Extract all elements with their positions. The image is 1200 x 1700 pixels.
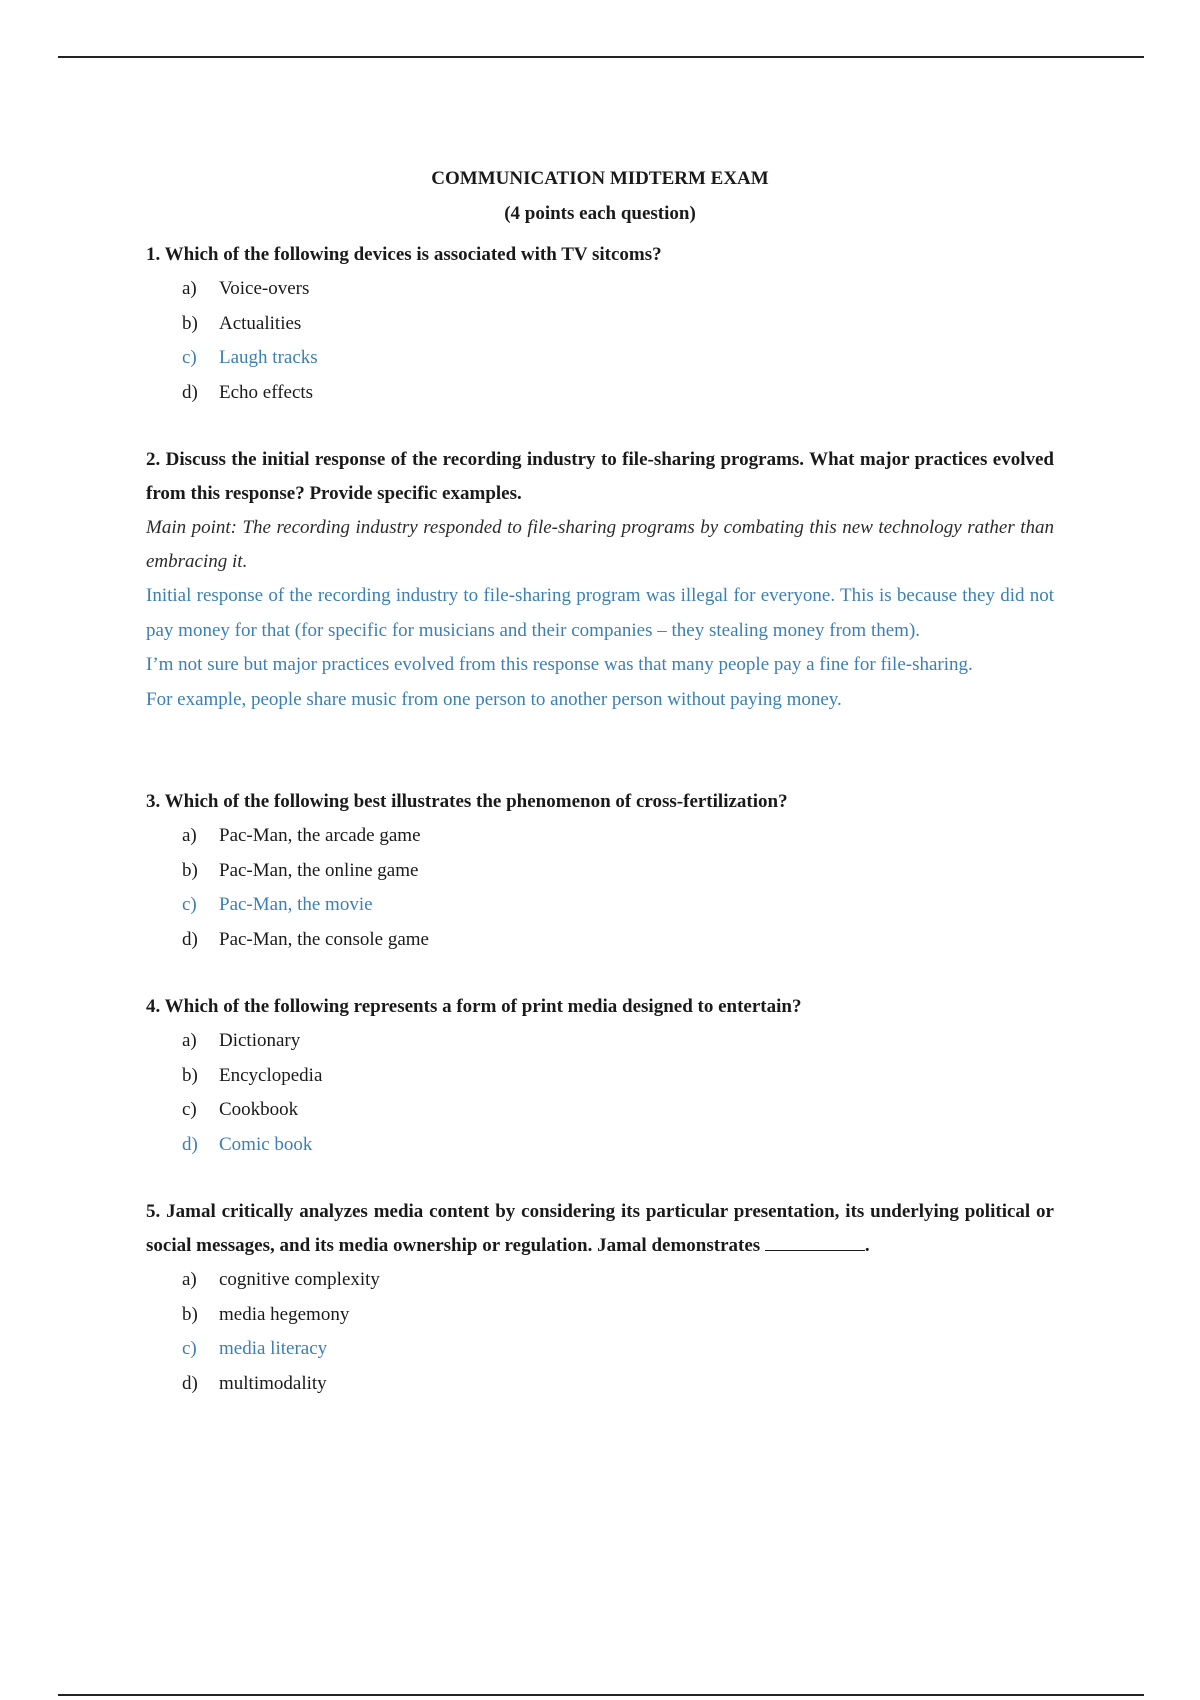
exam-subtitle: (4 points each question) — [504, 203, 696, 224]
question-5-end: . — [864, 1235, 870, 1256]
option-letter: b) — [182, 1064, 198, 1086]
question-2: 2. Discuss the initial response of the recording industry to file-sharing programs. What major practices evolved from this response? Provide specific examples. — [146, 449, 1054, 504]
option-text: Echo effects — [219, 381, 314, 403]
answer-blank — [765, 1236, 865, 1251]
option-text: Voice-overs — [219, 278, 310, 299]
question-2-answer-line-3: For example, people share music from one person to another person without paying money. — [146, 688, 842, 710]
option-letter: c) — [182, 1338, 197, 1359]
question-5 — [146, 1195, 1054, 1263]
q3-option-c-correct — [146, 888, 1054, 923]
question-2-main-point: Main point: The recording industry responded to file-sharing programs by combating this new technology rather than embracing it. — [146, 517, 1054, 572]
q4-option-a — [146, 1024, 1054, 1059]
question-4-options — [146, 1024, 1054, 1162]
q5-option-c-correct — [146, 1332, 1054, 1367]
q5-option-d — [146, 1367, 1054, 1402]
option-letter: a) — [182, 278, 197, 299]
spacer — [146, 410, 1054, 443]
question-4: 4. Which of the following represents a form of print media designed to entertain? — [146, 996, 802, 1017]
option-text: Pac-Man, the console game — [219, 928, 429, 950]
exam-title: COMMUNICATION MIDTERM EXAM — [431, 168, 769, 189]
option-letter: b) — [182, 859, 198, 881]
option-text: Laugh tracks — [219, 347, 318, 368]
option-text: Encyclopedia — [219, 1064, 323, 1086]
q3-option-d — [146, 923, 1054, 958]
option-letter: d) — [182, 1133, 198, 1155]
question-1-options — [146, 272, 1054, 410]
option-text: media literacy — [219, 1338, 328, 1359]
option-text: Dictionary — [219, 1030, 301, 1051]
q1-option-c-correct — [146, 341, 1054, 376]
q1-option-b — [146, 307, 1054, 342]
option-text: Actualities — [219, 312, 302, 334]
bottom-rule — [58, 1694, 1144, 1696]
option-text: Pac-Man, the arcade game — [219, 825, 421, 846]
question-2-answer-line-1: Initial response of the recording industry to file-sharing program was illegal for everyone. This is because they did not pay money for that (for specific for musicians and their companies – they stealing money from them). — [146, 585, 1054, 641]
option-letter: b) — [182, 1303, 198, 1325]
option-letter: b) — [182, 312, 198, 334]
option-text: cognitive complexity — [219, 1269, 380, 1290]
option-letter: d) — [182, 381, 198, 403]
question-3: 3. Which of the following best illustrates the phenomenon of cross-fertilization? — [146, 791, 788, 812]
exam-page — [146, 168, 1054, 1401]
question-5-text: 5. Jamal critically analyzes media content by considering its particular presentation, its underlying political or social messages, and its media ownership or regulation. Jamal demonstrates — [146, 1201, 1054, 1256]
option-text: Cookbook — [219, 1099, 299, 1120]
spacer — [146, 957, 1054, 990]
option-letter: a) — [182, 1030, 197, 1051]
option-letter: d) — [182, 1372, 198, 1394]
option-text: media hegemony — [219, 1303, 350, 1325]
option-text: multimodality — [219, 1372, 327, 1394]
q5-option-a — [146, 1263, 1054, 1298]
question-5-options — [146, 1263, 1054, 1401]
option-letter: c) — [182, 347, 197, 368]
question-2-answer-line-2: I’m not sure but major practices evolved from this response was that many people pay a fine for file-sharing. — [146, 654, 973, 675]
q1-option-d — [146, 376, 1054, 411]
question-3-options — [146, 819, 1054, 957]
option-text: Pac-Man, the movie — [219, 894, 373, 915]
top-rule — [58, 56, 1144, 58]
q3-option-a — [146, 819, 1054, 854]
option-letter: c) — [182, 894, 197, 915]
q4-option-d-correct — [146, 1128, 1054, 1163]
option-letter: a) — [182, 1269, 197, 1290]
spacer — [146, 1162, 1054, 1195]
q1-option-a — [146, 272, 1054, 307]
option-letter: d) — [182, 928, 198, 950]
question-1: 1. Which of the following devices is associated with TV sitcoms? — [146, 244, 662, 265]
q4-option-b — [146, 1059, 1054, 1094]
option-text: Pac-Man, the online game — [219, 859, 419, 881]
option-text: Comic book — [219, 1133, 313, 1155]
q4-option-c — [146, 1093, 1054, 1128]
option-letter: a) — [182, 825, 197, 846]
spacer — [146, 717, 1054, 785]
q5-option-b — [146, 1298, 1054, 1333]
q3-option-b — [146, 854, 1054, 889]
option-letter: c) — [182, 1099, 197, 1120]
